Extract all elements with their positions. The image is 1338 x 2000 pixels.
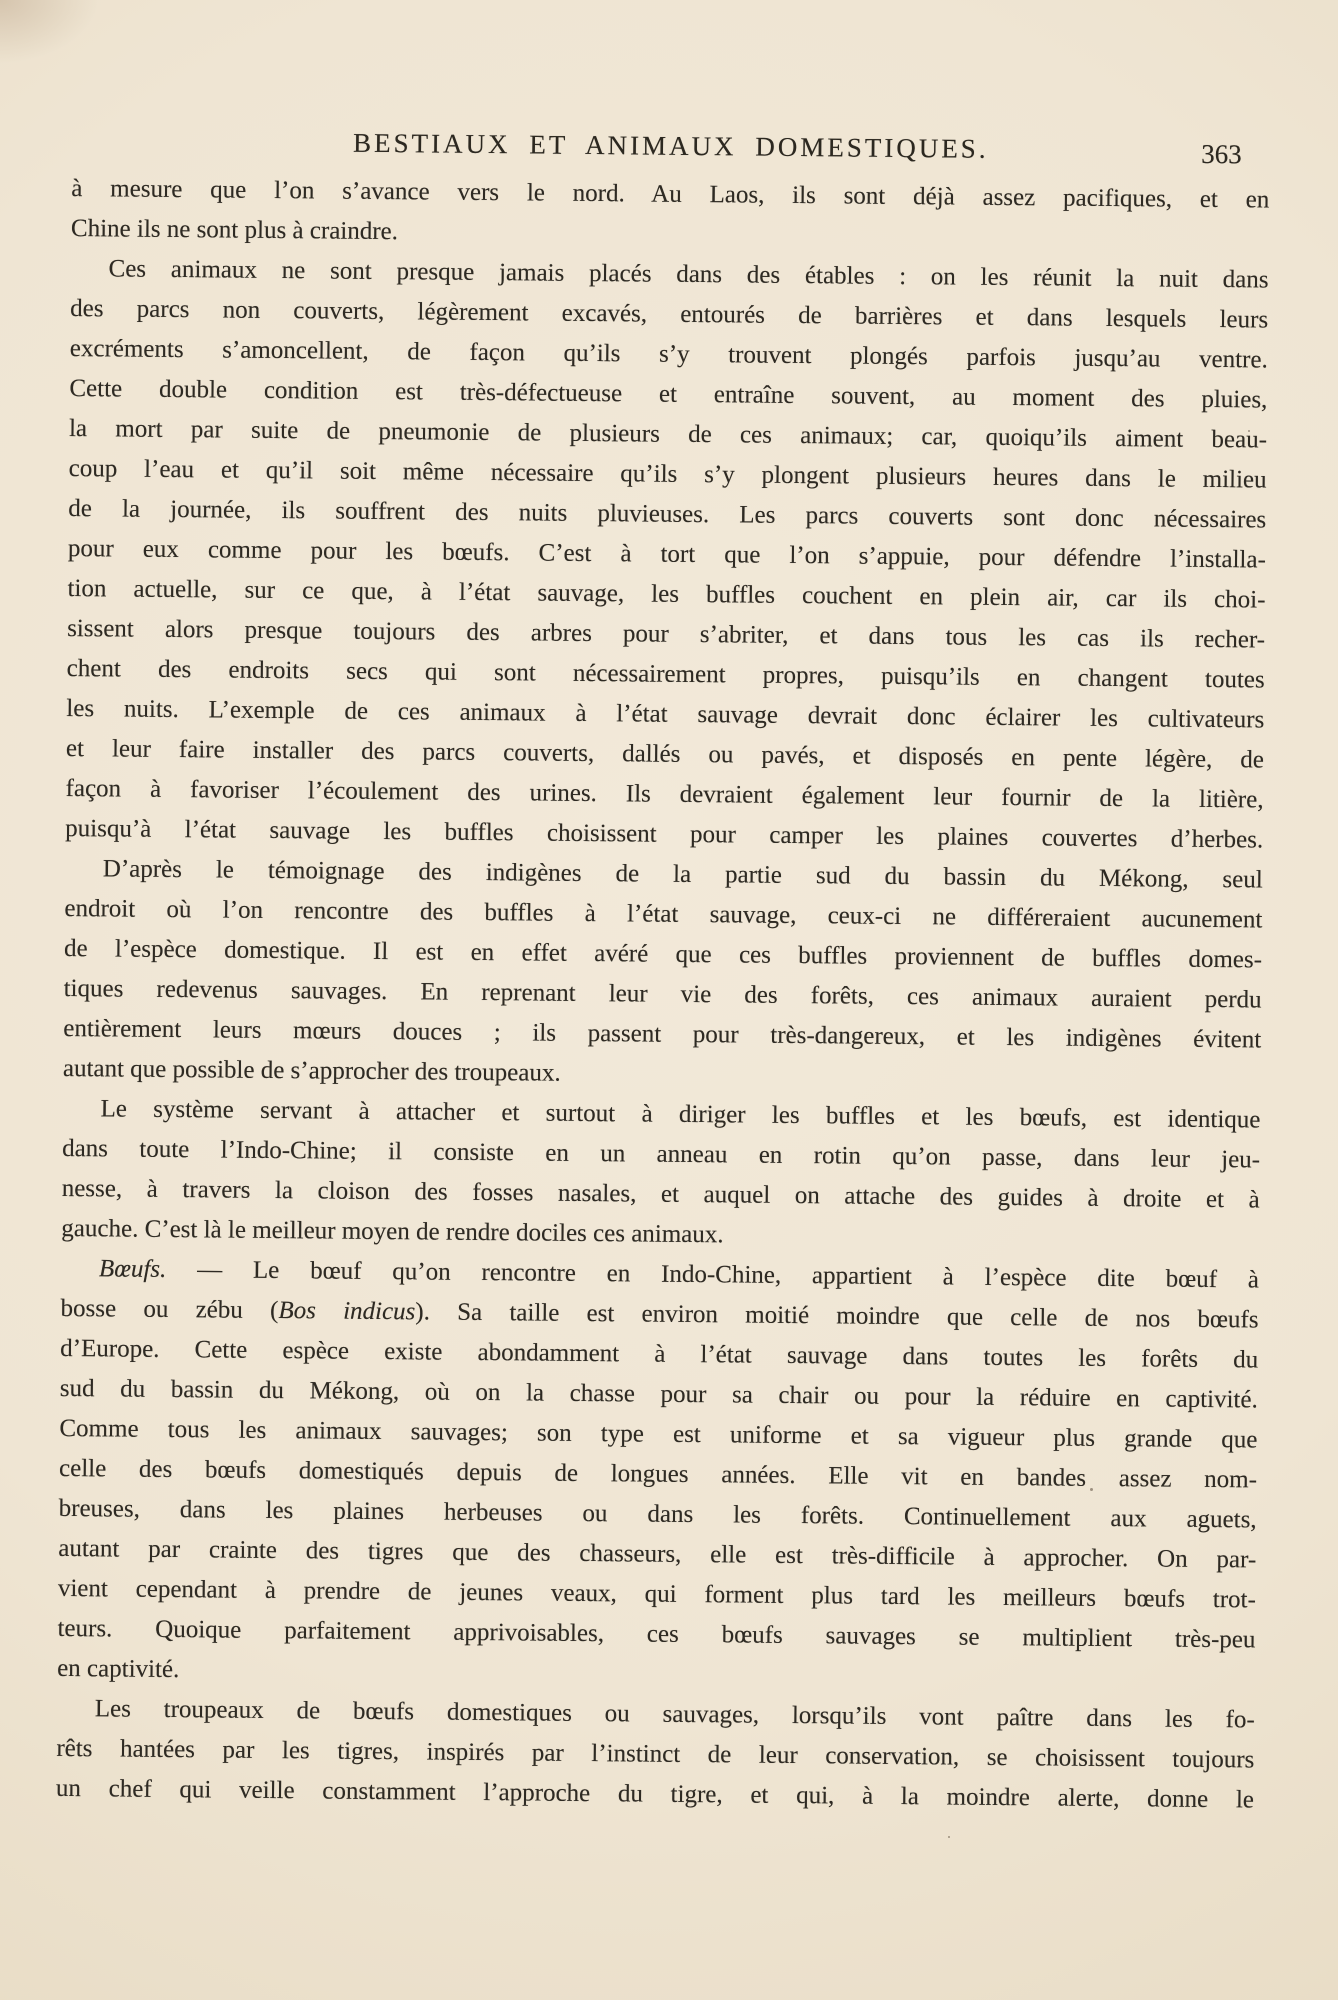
text-line: teurs. Quoique parfaitement apprivoisables, ces bœufs sauvages se multiplient très-peu bbox=[57, 1614, 1256, 1654]
text-line: autant par crainte des tigres que des chasseurs, elle est très-difficile à approcher. On par- bbox=[58, 1534, 1257, 1574]
page-number: 363 bbox=[1201, 138, 1242, 170]
text-line: rêts hantées par les tigres, inspirés par l’instinct de leur conservation, se choisissent toujours bbox=[56, 1734, 1255, 1774]
plain-text: ). Sa taille est environ moitié moindre que celle de nos bœufs bbox=[415, 1298, 1259, 1334]
text-line: les nuits. L’exemple de ces animaux à l’état sauvage devrait donc éclairer les cultivateurs bbox=[66, 694, 1265, 734]
text-line: façon à favoriser l’écoulement des urines. Ils devraient également leur fournir de la litière, bbox=[65, 774, 1264, 814]
page-header bbox=[72, 122, 1270, 169]
text-line: de la journée, ils souffrent des nuits pluvieuses. Les parcs couverts sont donc nécessaires bbox=[68, 494, 1267, 534]
text-line: excréments s’amoncellent, de façon qu’ils s’y trouvent plongés parfois jusqu’au ventre. bbox=[69, 334, 1268, 374]
paragraph bbox=[61, 1089, 1260, 1260]
text-line: Cette double condition est très-défectueuse et entraîne souvent, au moment des pluies, bbox=[69, 374, 1268, 414]
text-line: des parcs non couverts, légèrement excavés, entourés de barrières et dans lesquels leurs bbox=[70, 294, 1269, 334]
paragraph bbox=[56, 1689, 1255, 1820]
page-content bbox=[56, 122, 1270, 1820]
text-line: sissent alors presque toujours des arbres pour s’abriter, et dans tous les cas ils recher- bbox=[67, 614, 1266, 654]
text-line: Les troupeaux de bœufs domestiques ou sauvages, lorsqu’ils vont paître dans les fo- bbox=[94, 1695, 1255, 1734]
paragraph bbox=[57, 1249, 1259, 1700]
text-line: de l’espèce domestique. Il est en effet avéré que ces buffles proviennent de buffles domes- bbox=[63, 934, 1263, 974]
paper-speck bbox=[948, 1836, 950, 1838]
text-line: Comme tous les animaux sauvages; son type est uniforme et sa vigueur plus grande que bbox=[59, 1414, 1258, 1454]
text-line: autant que possible de s’approcher des troupeaux. bbox=[62, 1054, 561, 1087]
text-line: et leur faire installer des parcs couverts, dallés ou pavés, et disposés en pente légère, de bbox=[65, 734, 1265, 774]
plain-text: — Le bœuf qu’on rencontre en Indo-Chine, appartient à l’espèce dite bœuf à bbox=[166, 1255, 1260, 1294]
text-line: coup l’eau et qu’il soit même nécessaire qu’ils s’y plongent plusieurs heures dans le milieu bbox=[68, 454, 1267, 494]
text-line: dans toute l’Indo-Chine; il consiste en un anneau en rotin qu’on passe, dans leur jeu- bbox=[62, 1134, 1261, 1174]
text-line: sud du bassin du Mékong, où on la chasse pour sa chair ou pour la réduire en captivité. bbox=[59, 1374, 1258, 1414]
paragraph bbox=[63, 849, 1263, 1100]
text-line: à mesure que l’on s’avance vers le nord. Au Laos, ils sont déjà assez pacifiques, et en bbox=[71, 174, 1270, 214]
text-line: Ces animaux ne sont presque jamais placés dans des étables : on les réunit la nuit dans bbox=[108, 255, 1269, 294]
text-line: gauche. C’est là le meilleur moyen de rendre dociles ces animaux. bbox=[61, 1214, 724, 1249]
text-line: Chine ils ne sont plus à craindre. bbox=[70, 214, 399, 246]
text-line: un chef qui veille constamment l’approche du tigre, et qui, à la moindre alerte, donne le bbox=[55, 1774, 1255, 1814]
paragraph bbox=[71, 169, 1270, 260]
text-line: entièrement leurs mœurs douces ; ils passent pour très-dangereux, et les indigènes évitent bbox=[63, 1014, 1262, 1054]
text-line: vient cependant à prendre de jeunes veaux, qui forment plus tard les meilleurs bœufs trot- bbox=[57, 1574, 1256, 1614]
text-line: puisqu’à l’état sauvage les buffles choisissent pour camper les plaines couvertes d’herbes. bbox=[65, 814, 1264, 854]
text-line: nesse, à travers la cloison des fosses nasales, et auquel on attache des guides à droite et à bbox=[61, 1174, 1260, 1214]
text-line: tiques redevenus sauvages. En reprenant leur vie des forêts, ces animaux auraient perdu bbox=[63, 974, 1262, 1014]
italic-text: Bœufs. bbox=[98, 1255, 167, 1283]
text-line: en captivité. bbox=[57, 1654, 180, 1684]
text-line: breuses, dans les plaines herbeuses ou dans les forêts. Continuellement aux aguets, bbox=[58, 1494, 1257, 1534]
text-line: D’après le témoignage des indigènes de la partie sud du bassin du Mékong, seul bbox=[102, 855, 1263, 894]
text-line: celle des bœufs domestiqués depuis de longues années. Elle vit en bandes assez nom- bbox=[58, 1454, 1258, 1494]
text-line: d’Europe. Cette espèce existe abondamment à l’état sauvage dans toutes les forêts du bbox=[60, 1334, 1259, 1374]
text-line: Le système servant à attacher et surtout à diriger les buffles et les bœufs, est identique bbox=[100, 1095, 1261, 1134]
paragraph bbox=[65, 249, 1269, 860]
text-line: endroit où l’on rencontre des buffles à l’état sauvage, ceux-ci ne différeraient aucunement bbox=[64, 894, 1263, 934]
text-line: chent des endroits secs qui sont nécessairement propres, puisqu’ils en changent toutes bbox=[66, 654, 1265, 694]
text-line: tion actuelle, sur ce que, à l’état sauvage, les buffles couchent en plein air, car ils choi- bbox=[67, 574, 1266, 614]
text-line: la mort par suite de pneumonie de plusieurs de ces animaux; car, quoiqu’ils aiment beau- bbox=[68, 414, 1268, 454]
text-block bbox=[56, 169, 1270, 1820]
running-title: BESTIAUX ET ANIMAUX DOMESTIQUES. bbox=[352, 127, 989, 164]
text-line: pour eux comme pour les bœufs. C’est à tort que l’on s’appuie, pour défendre l’installa- bbox=[67, 534, 1266, 574]
plain-text: bosse ou zébu ( bbox=[60, 1294, 279, 1325]
italic-text: Bos indicus bbox=[278, 1297, 416, 1326]
